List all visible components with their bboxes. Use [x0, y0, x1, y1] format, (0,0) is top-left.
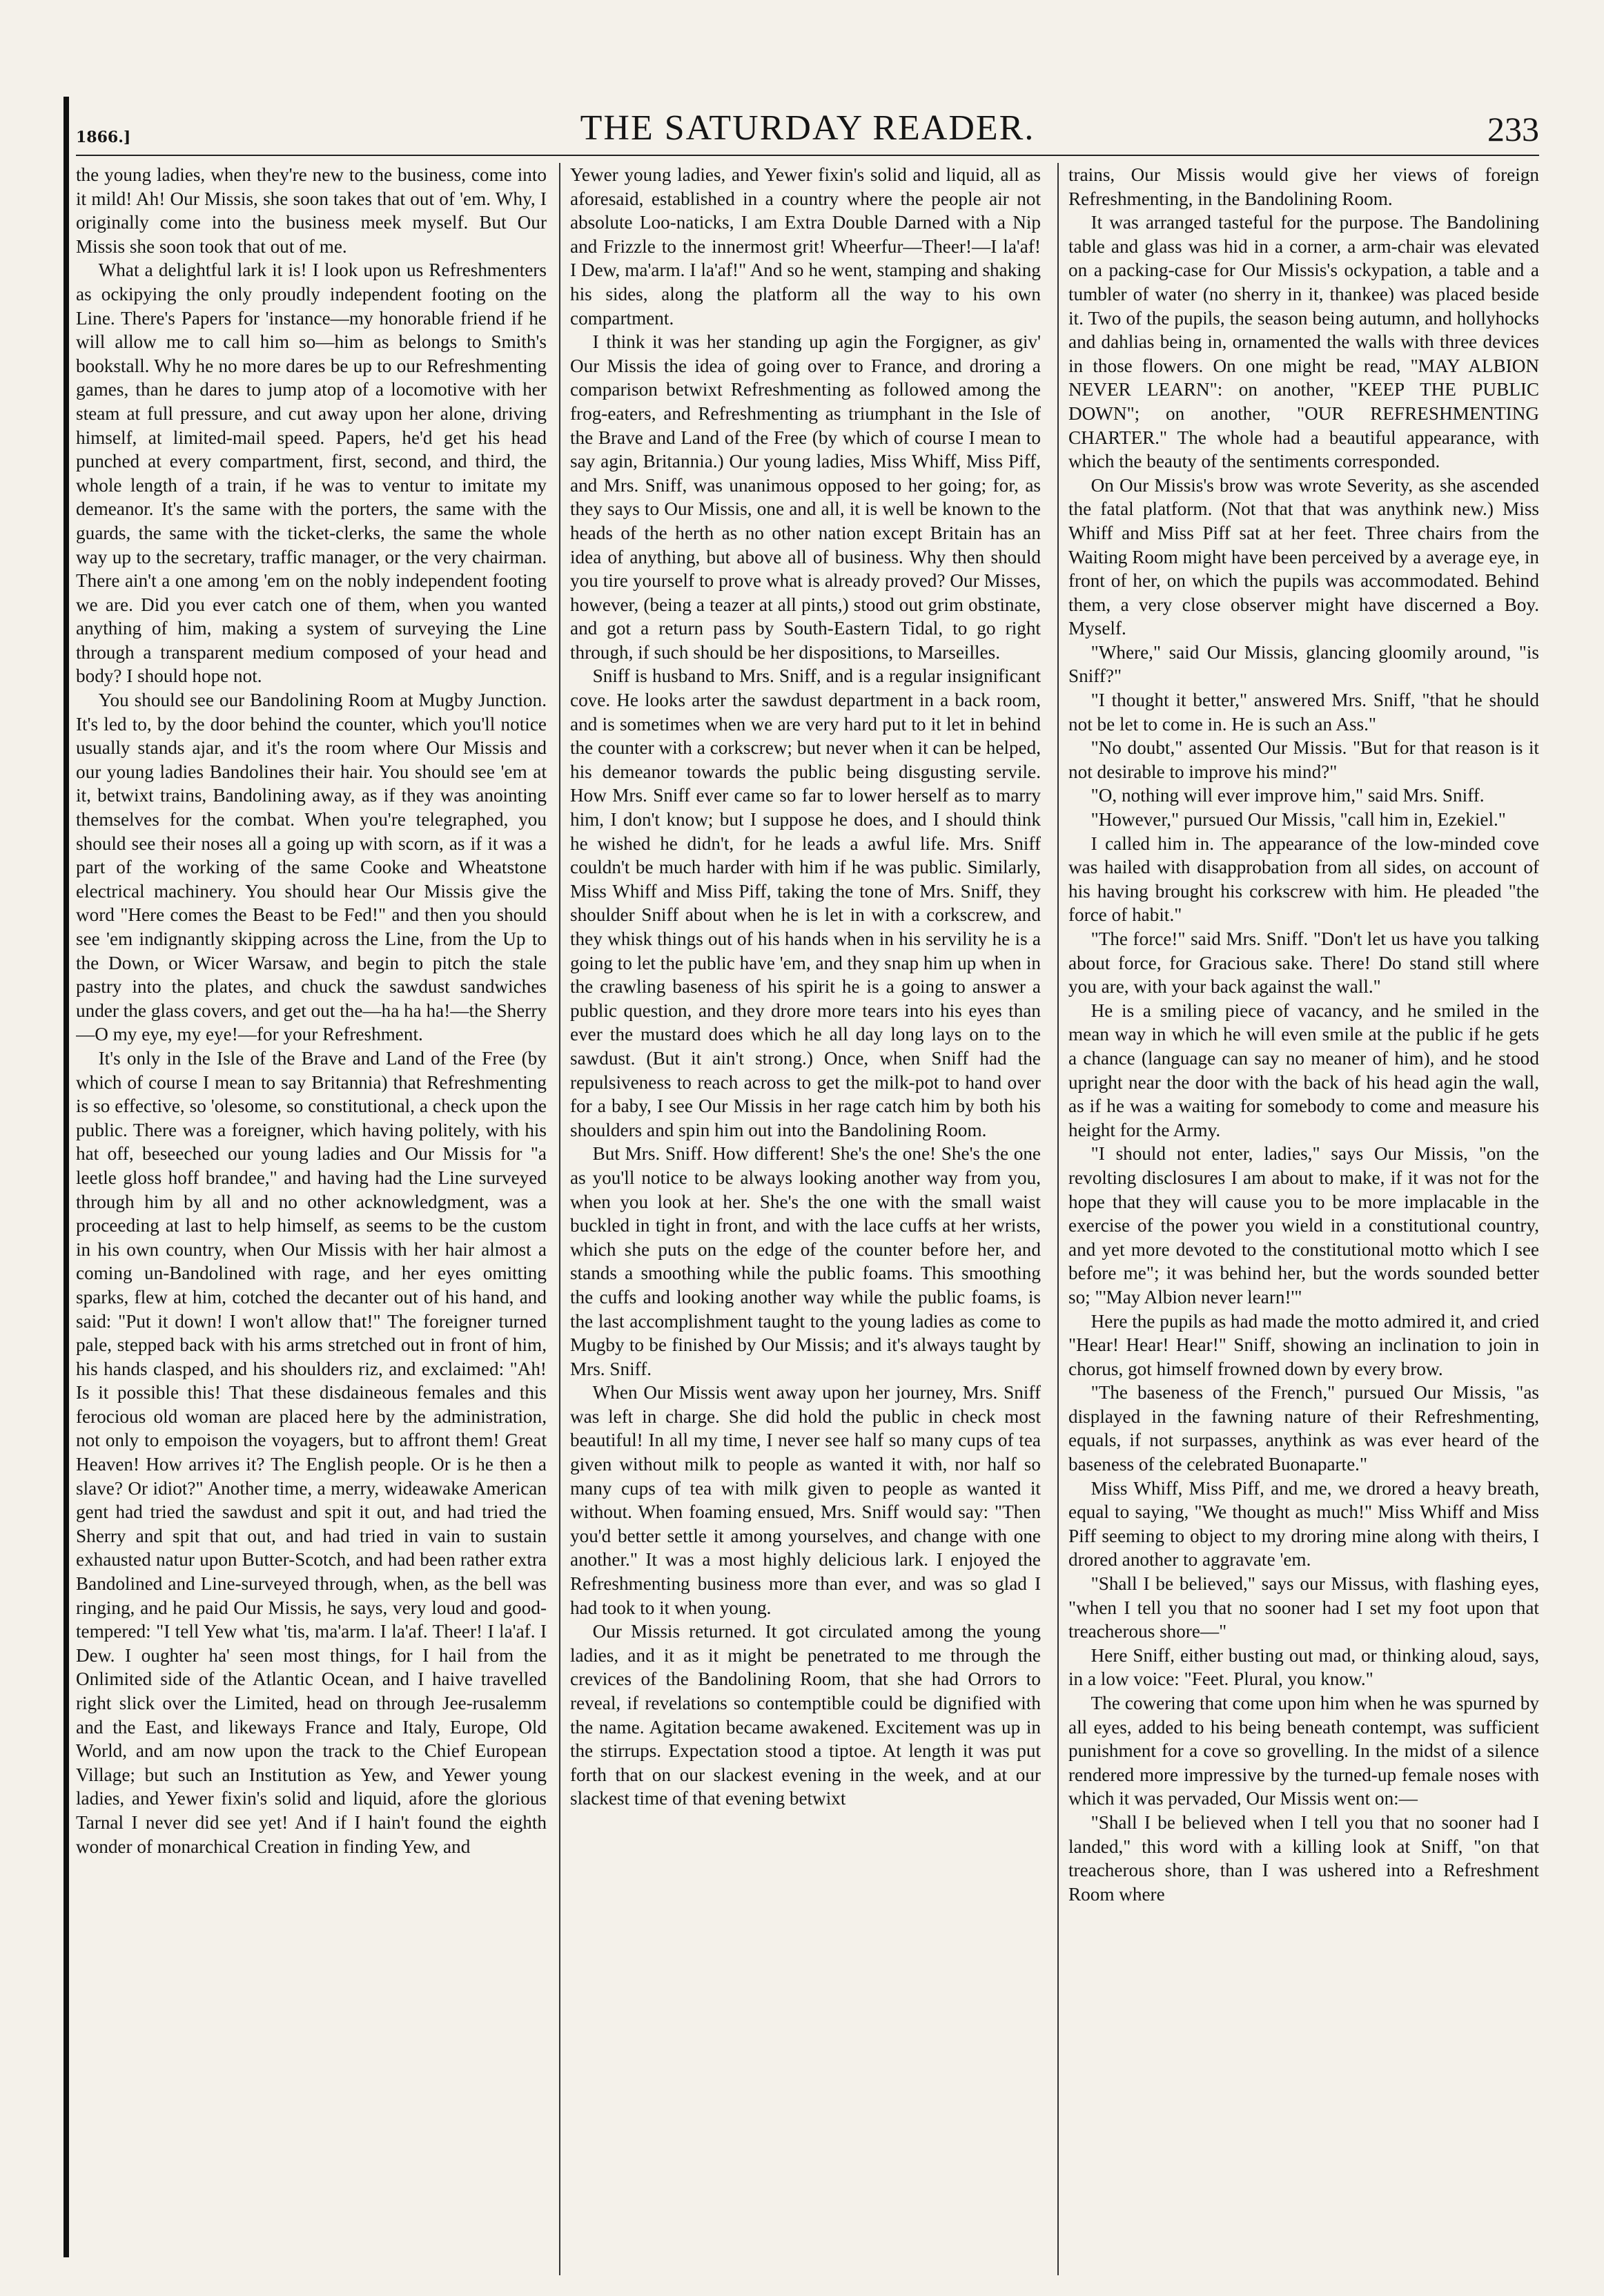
paragraph: I called him in. The appearance of the low-minded cove was hailed with disapprobation from all sides, on account of his having brought his corkscrew with him. He pleaded "the force of habit." [1068, 833, 1539, 926]
paragraph: "However," pursued Our Missis, "call him in, Ezekiel." [1090, 809, 1506, 830]
paragraph: You should see our Bandolining Room at Mugby Junction. It's led to, by the door behind the counter, which you'll notice usually stands ajar, and it's the room where Our Missis and our young ladies Bandolines their hair. You should see 'em at it, betwixt trains, Bandolining away, as if they was anointing themselves for the combat. When you're telegraphed, you should see their noses all a going up with scorn, as if it was a part of the working of the same Cooke and Wheatstone electrical machinery. You should hear Our Missis give the word "Here comes the Beast to be Fed!" and then you should see 'em indignantly skipping across the Line, from the Up to the Down, or Wicer Warsaw, and begin to pitch the stale pastry into the plates, and chuck the sawdust sandwiches under the glass covers, and get out the—ha ha ha!—the Sherry—O my eye, my eye!—for your Refreshment. [76, 690, 547, 1045]
column-3 [1068, 163, 1539, 2275]
paragraph: "No doubt," assented Our Missis. "But for that reason is it not desirable to improve his mind?" [1068, 737, 1539, 782]
page-header [76, 104, 1539, 152]
paragraph: What a delightful lark it is! I look upon us Refreshmenters as ockipying the only proudly independent footing on the Line. There's Papers for 'instance—my honorable friend if he will allow me to call him so—him as belongs to Smith's bookstall. Why he no more dares be up to our Refreshmenting games, than he dares to jump atop of a locomotive with her steam at full pressure, and cut away upon her alone, driving himself, at limited-mail speed. Papers, he'd get his head punched at every compartment, first, second, and third, the whole length of a train, if he was to ventur to imitate my demeanor. It's the same with the porters, the same with the guards, the same with the ticket-clerks, the same the whole way up to the secretary, traffic manager, or the very chairman. There ain't a one among 'em on the nobly independent footing we are. Did you ever catch one of them, when you wanted anything of him, making a system of surveying the Line through a transparent medium composed of your head and body? I should hope not. [76, 260, 547, 687]
paragraph: Our Missis returned. It got circulated among the young ladies, and it as it might be penetrated to me through the crevices of the Bandolining Room, that she had Orrors to reveal, if revelations so contemptible could be dignified with the name. Agitation became awakened. Excitement was up in the stirrups. Expectation stood a tiptoe. At length it was put forth that on our slackest evening in the week, and at our slackest time of that evening betwixt [570, 1621, 1041, 1809]
column-1 [76, 163, 547, 2275]
folio-date: 1866.] [76, 128, 131, 146]
paragraph: the young ladies, when they're new to the business, come into it mild! Ah! Our Missis, she soon takes that out of 'em. Why, I originally come into the business meek myself. But Our Missis she soon took that out of me. [76, 164, 547, 257]
paragraph: "Shall I be believed," says our Missus, with flashing eyes, "when I tell you that no sooner had I set my foot upon that treacherous shore—" [1068, 1573, 1539, 1642]
paragraph: "I should not enter, ladies," says Our Missis, "on the revolting disclosures I am about to make, if it was not for the hope that they will cause you to be more implacable in the exercise of the power you wield in a constitutional country, and yet more devoted to the constitutional motto which I see before me"; it was behind her, but the words sounded better so; "'May Albion never learn!'" [1068, 1143, 1539, 1307]
column-2 [570, 163, 1041, 2275]
paragraph: "I thought it better," answered Mrs. Sniff, "that he should not be let to come in. He is such an Ass." [1068, 690, 1539, 734]
paragraph: Miss Whiff, Miss Piff, and me, we drored a heavy breath, equal to saying, "We thought as much!" Miss Whiff and Miss Piff seeming to object to my droring mine along with theirs, I drored another to aggravate 'em. [1068, 1477, 1539, 1570]
paragraph: "O, nothing will ever improve him," said Mrs. Sniff. [1090, 785, 1485, 806]
paragraph: But Mrs. Sniff. How different! She's the one! She's the one as you'll notice to be always looking another way from you, when you look at her. She's the one with the small waist buckled in tight in front, and with the lace cuffs at her wrists, which she puts on the edge of the counter before her, and stands a smoothing while the public foams. This smoothing the cuffs and looking another way while the public foams, is the last accomplishment taught to the young ladies as come to Mugby to be finished by Our Missis; and it's always taught by Mrs. Sniff. [570, 1143, 1041, 1379]
paragraph: trains, Our Missis would give her views of foreign Refreshmenting, in the Bandolining Room. [1068, 164, 1539, 209]
article-columns [76, 163, 1539, 2275]
page-number: 233 [1487, 110, 1539, 148]
paragraph: Here Sniff, either busting out mad, or thinking aloud, says, in a low voice: "Feet. Plural, you know." [1068, 1644, 1539, 1690]
paragraph: "The baseness of the French," pursued Our Missis, "as displayed in the fawning nature of their Refreshmenting, equals, if not surpasses, anythink as was ever heard of the baseness of the celebrated Buonaparte." [1068, 1382, 1539, 1475]
paragraph: "Shall I be believed when I tell you that no sooner had I landed," this word with a killing look at Sniff, "on that treacherous shore, than I was ushered into a Refreshment Room where [1068, 1811, 1539, 1905]
column-divider [1057, 163, 1059, 2275]
paragraph: It was arranged tasteful for the purpose. The Bandolining table and glass was hid in a corner, a arm-chair was elevated on a packing-case for Our Missis's ockypation, a table and a tumbler of water (no sherry in it, thankee) was placed beside it. Two of the pupils, the season being autumn, and hollyhocks and dahlias being in, ornamented the walls with three devices in those flowers. On one might be read, "MAY ALBION NEVER LEARN": on another, "KEEP THE PUBLIC DOWN"; on another, "OUR REFRESHMENTING CHARTER." The whole had a beautiful appearance, with which the beauty of the sentiments corresponded. [1068, 212, 1539, 472]
paragraph: "Where," said Our Missis, glancing gloomily around, "is Sniff?" [1068, 641, 1539, 687]
paragraph: The cowering that come upon him when he was spurned by all eyes, added to his being beneath contempt, was sufficient punishment for a cove so grovelling. In the midst of a silence rendered more impressive by the turned-up female noses with which it was pervaded, Our Missis went on:— [1068, 1693, 1539, 1809]
column-divider [559, 163, 560, 2275]
masthead-title: THE SATURDAY READER. [580, 108, 1035, 148]
paragraph: When Our Missis went away upon her journey, Mrs. Sniff was left in charge. She did hold the public in check most beautiful! In all my time, I never see half so many cups of tea given without milk to people as wanted it with, nor half so many cups of tea with milk given to people as wanted it without. When foaming ensued, Mrs. Sniff would say: "Then you'd better settle it among yourselves, and change with one another." It was a most highly delicious lark. I enjoyed the Refreshmenting business more than ever, and was so glad I had took to it when young. [570, 1382, 1041, 1618]
paragraph: On Our Missis's brow was wrote Severity, as she ascended the fatal platform. (Not that that was anythink new.) Miss Whiff and Miss Piff sat at her feet. Three chairs from the Waiting Room might have been perceived by a average eye, in front of her, on which the pupils was accommodated. Behind them, a very close observer might have discerned a Boy. Myself. [1068, 474, 1539, 639]
header-rule [76, 155, 1539, 156]
paragraph: Yewer young ladies, and Yewer fixin's solid and liquid, all as aforesaid, established in a country where the people air not absolute Loo-naticks, I am Extra Double Darned with a Nip and Frizzle to the innermost grit! Wheerfur—Theer!—I la'af! I Dew, ma'arm. I la'af!" And so he went, stamping and shaking his sides, along the platform all the way to his own compartment. [570, 164, 1041, 329]
binding-edge-rule [63, 97, 69, 2257]
paragraph: It's only in the Isle of the Brave and Land of the Free (by which of course I mean to say Britannia) that Refreshmenting is so effective, so 'olesome, so constitutional, a check upon the public. There was a foreigner, which having politely, with his hat off, beseeched our young ladies and Our Missis for "a leetle gloss hoff brandee," and having had the Line surveyed through him by all and no other acknowledgment, was a proceeding at last to help himself, as seems to be the custom in his own country, when Our Missis with her hair almost a coming un-Bandolined with rage, and her eyes omitting sparks, flew at him, cotched the decanter out of his hand, and said: "Put it down! I won't allow that!" The foreigner turned pale, stepped back with his arms stretched out in front of him, his hands clasped, and his shoulders riz, and exclaimed: "Ah! Is it possible this! That these disdaineous females and this ferocious old woman are placed here by the administration, not only to empoison the voyagers, but to affront them! Great Heaven! How arrives it? The English people. Or is he then a slave? Or idiot?" Another time, a merry, wideawake American gent had tried the sawdust and spit it out, and had tried the Sherry and spit that out, and had tried in vain to sustain exhausted natur upon Butter-Scotch, and had been rather extra Bandolined and Line-surveyed through, when, as the bell was ringing, and he paid Our Missis, he says, very loud and good-tempered: "I tell Yew what 'tis, ma'arm. I la'af. Theer! I la'af. I Dew. I oughter ha' seen most things, for I hail from the Onlimited side of the Atlantic Ocean, and I haive travelled right slick over the Limited, head on through Jee-rusalemm and the East, and likeways France and Italy, Europe, Old World, and am now upon the track to the Chief European Village; but such an Institution as Yew, and Yewer young ladies, and Yewer fixin's solid and liquid, afore the glorious Tarnal I never did see yet! And if I hain't found the eighth wonder of monarchical Creation in finding Yew, and [76, 1047, 547, 1857]
paragraph: Sniff is husband to Mrs. Sniff, and is a regular insignificant cove. He looks arter the sawdust department in a back room, and is sometimes when we are very hard put to it let in behind the counter with a corkscrew; but never when it can be helped, his demeanor towards the public being disgusting servile. How Mrs. Sniff ever came so far to lower herself as to marry him, I don't know; but I suppose he does, and I should think he wished he didn't, for he leads a awful life. Mrs. Sniff couldn't be much harder with him if he was public. Similarly, Miss Whiff and Miss Piff, taking the tone of Mrs. Sniff, they shoulder Sniff about when he is let in with a corkscrew, and they whisk things out of his hands when in his servility he is a going to let the public have 'em, and they snap him up when in the crawling baseness of his spirit he is a going to answer a public question, and they drore more tears into his eyes than ever the mustard does which he all day long lays on to the sawdust. (But it ain't strong.) Once, when Sniff had the repulsiveness to reach across to get the milk-pot to hand over for a baby, I see Our Missis in her rage catch him by both his shoulders and spin him out into the Bandolining Room. [570, 665, 1041, 1140]
paragraph: "The force!" said Mrs. Sniff. "Don't let us have you talking about force, for Gracious sake. There! Do stand still where you are, with your back against the wall." [1068, 928, 1539, 998]
paragraph: He is a smiling piece of vacancy, and he smiled in the mean way in which he will even smile at the public if he gets a chance (language can say no meaner of him), and he stood upright near the door with the back of his head agin the wall, as if he was a waiting for somebody to come and measure his height for the Army. [1068, 1000, 1539, 1140]
paragraph: Here the pupils as had made the motto admired it, and cried "Hear! Hear! Hear!" Sniff, showing an inclination to join in chorus, got himself frowned down by every brow. [1068, 1310, 1539, 1379]
paragraph: I think it was her standing up agin the Forgigner, as giv' Our Missis the idea of going over to France, and droring a comparison betwixt Refreshmenting as followed among the frog-eaters, and Refreshmenting as triumphant in the Isle of the Brave and Land of the Free (by which of course I mean to say agin, Britannia.) Our young ladies, Miss Whiff, Miss Piff, and Mrs. Sniff, was unanimous opposed to her going; for, as they says to Our Missis, one and all, it is well be known to the heads of the herth as no other nation except Britain has an idea of anything, but above all of business. Why then should you tire yourself to prove what is already proved? Our Misses, however, (being a teazer at all pints,) stood out grim obstinate, and got a return pass by South-Eastern Tidal, to go right through, if such should be her dispositions, to Marseilles. [570, 331, 1041, 663]
